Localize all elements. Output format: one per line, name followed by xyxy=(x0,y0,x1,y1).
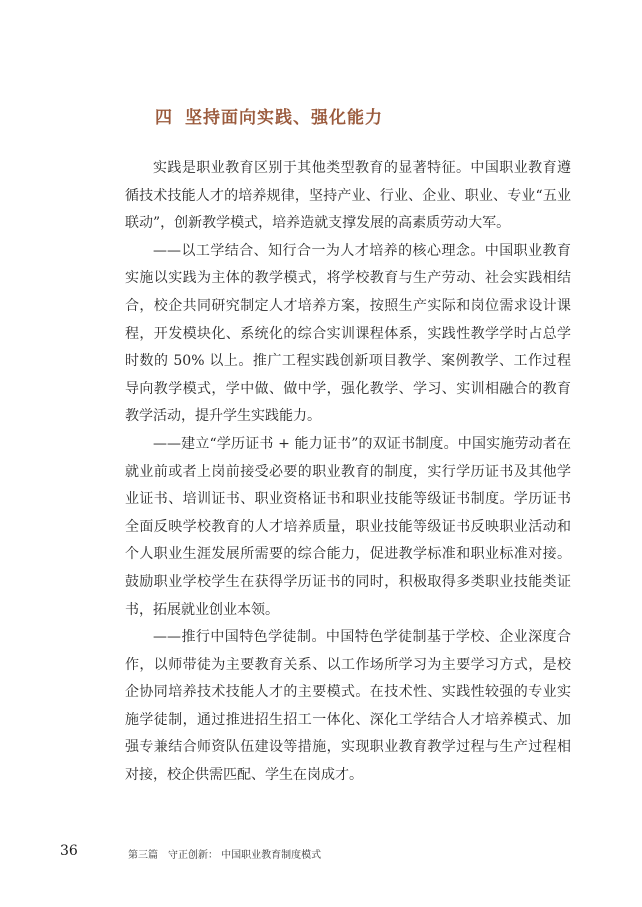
paragraph-intro: 实践是职业教育区别于其他类型教育的显著特征。中国职业教育遵循技术技能人才的培养规律，坚持产业、行业、企业、职业、专业“五业联动”，创新教学模式，培养造就支撑发展的高素质劳动大军。 xyxy=(125,160,571,232)
body-text xyxy=(125,155,571,790)
section-heading xyxy=(155,103,383,128)
paragraph-apprenticeship: ——推行中国特色学徒制。中国特色学徒制基于学校、企业深度合作，以师带徒为主要教育关系、以工作场所学习为主要学习方式，是校企协同培养技术技能人才的主要模式。在技术性、实践性较强的专业实施学徒制，通过推进招生招工一体化、深化工学结合人才培养模式、加强专兼结合师资队伍建设等措施，实现职业教育教学过程与生产过程相对接，校企供需匹配、学生在岗成才。 xyxy=(125,629,571,784)
running-footer: 第三篇 守正创新： 中国职业教育制度模式 xyxy=(128,850,322,861)
section-title: 坚持面向实践、强化能力 xyxy=(185,108,383,128)
paragraph-dual-certificate: ——建立“学历证书 + 能力证书”的双证书制度。中国实施劳动者在就业前或者上岗前接受必要的职业教育的制度，实行学历证书及其他学业证书、培训证书、职业资格证书和职业技能等级证书制度。学历证书全面反映学校教育的人才培养质量，职业技能等级证书反映职业活动和个人职业生涯发展所需要的综合能力，促进教学标准和职业标准对接。鼓励职业学校学生在获得学历证书的同时，积极取得多类职业技能类证书，拓展就业创业本领。 xyxy=(125,435,571,618)
page-footer xyxy=(60,843,580,863)
page-number: 36 xyxy=(60,843,78,859)
paragraph-work-study: ——以工学结合、知行合一为人才培养的核心理念。中国职业教育实施以实践为主体的教学模式，将学校教育与生产劳动、社会实践相结合，校企共同研究制定人才培养方案，按照生产实际和岗位需求设计课程，开发模块化、系统化的综合实训课程体系，实践性教学学时占总学时数的 50% 以上。推广工程实践创新项目教学、案例教学、工作过程导向教学模式，学中做、做中学，强化教学、学习、实训相融合的教育教学活动，提升学生实践能力。 xyxy=(125,242,571,425)
section-number: 四 xyxy=(155,108,173,128)
